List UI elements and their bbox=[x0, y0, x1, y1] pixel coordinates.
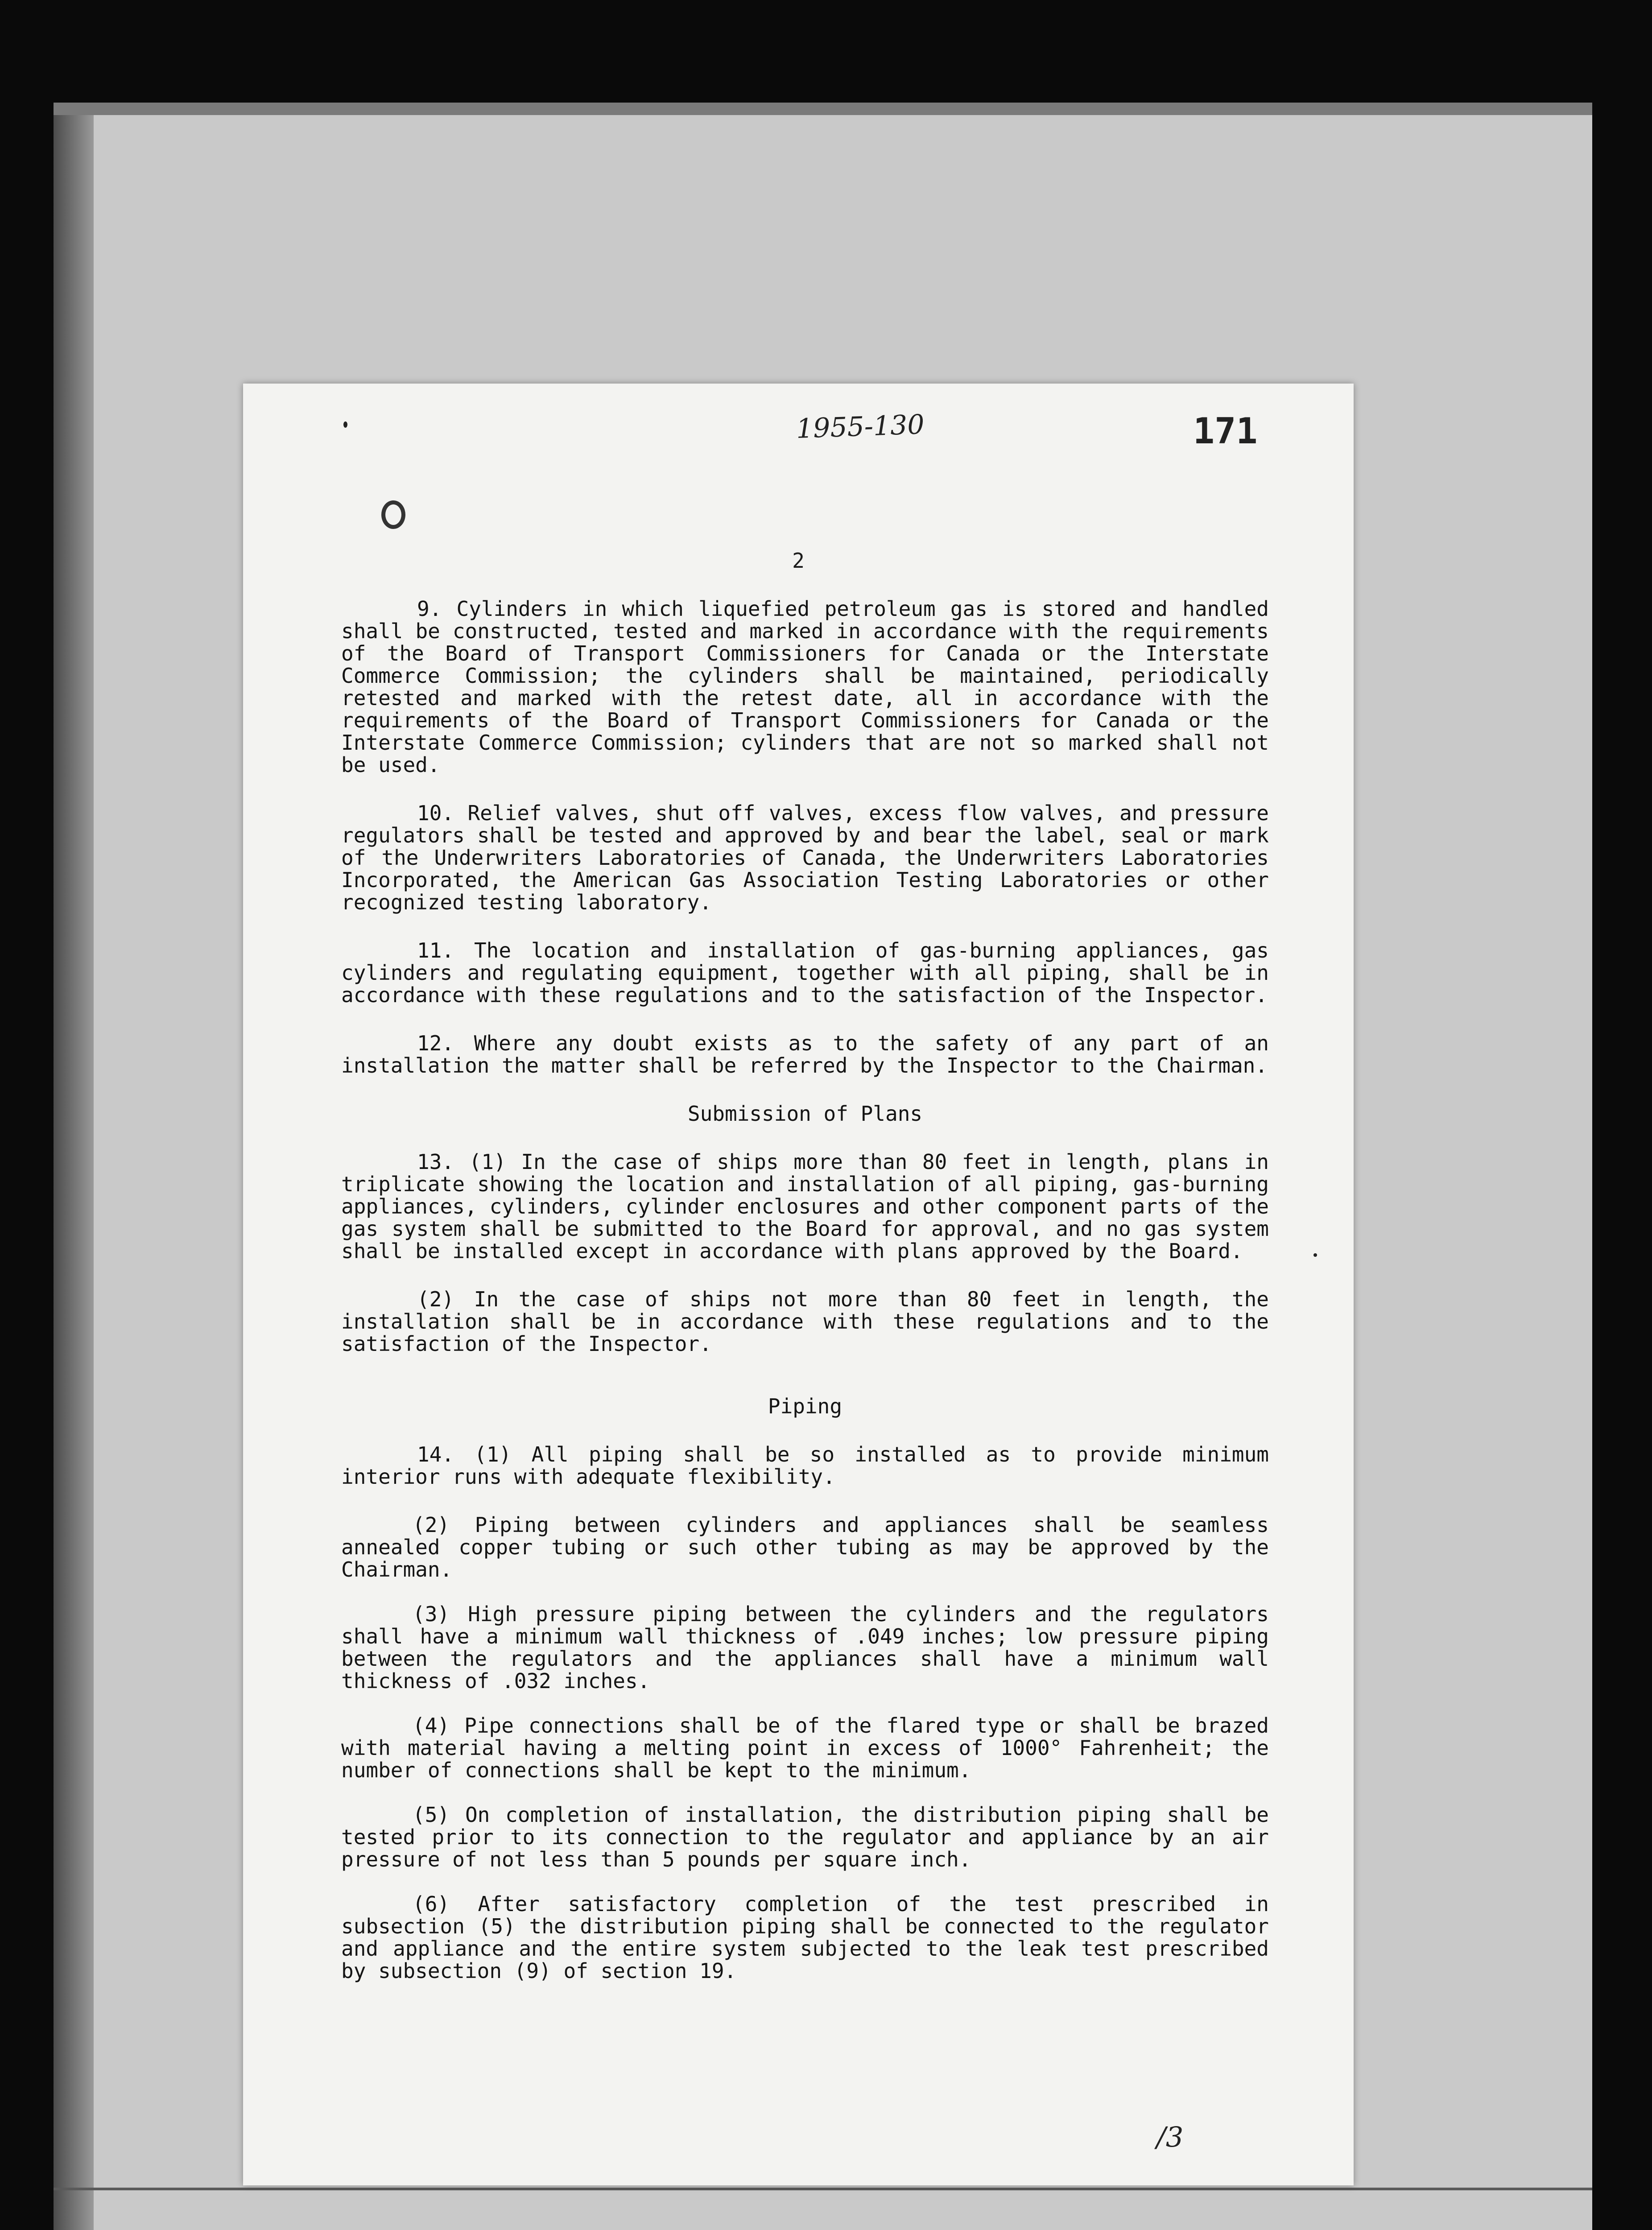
section-14-5: (5) On completion of installation, the distribution piping shall be tested prior to its connection to the regulator and appliance by an air pressure of not less than 5 pounds per square inch. bbox=[341, 1803, 1269, 1871]
scan-left-edge bbox=[54, 103, 94, 2230]
scan-top-band bbox=[54, 103, 1592, 115]
section-14-3: (3) High pressure piping between the cylinders and the regulators shall have a minimum wall thickness of .049 inches; low pressure piping between the regulators and the appliances shall have a minimum wall thickness of .032 inches. bbox=[341, 1602, 1269, 1693]
section-10: 10. Relief valves, shut off valves, excess flow valves, and pressure regulators shall be tested and approved by and bear the label, seal or mark of the Underwriters Laboratories of Canada, the Underwriters Laboratories Incorporated, the American Gas Association Testing Laboratories or other recognized testing laboratory. bbox=[341, 801, 1269, 914]
page-number: 2 bbox=[792, 549, 805, 573]
scan-divider bbox=[54, 2188, 1592, 2190]
section-13-2: (2) In the case of ships not more than 80 feet in length, the installation shall be in accordance with these regulations and to the satisfaction of the Inspector. bbox=[341, 1287, 1269, 1356]
section-14-6: (6) After satisfactory completion of the test prescribed in subsection (5) the distribution piping shall be connected to the regulator and appliance and the entire system subjected to the leak test prescribed by subsection (9) of section 19. bbox=[341, 1892, 1269, 1983]
section-14-1: 14. (1) All piping shall be so installed as to provide minimum interior runs with adequate flexibility. bbox=[341, 1442, 1269, 1489]
section-11: 11. The location and installation of gas-burning appliances, gas cylinders and regulating equipment, together with all piping, shall be in accordance with these regulations and to the satisfaction of the Inspector. bbox=[341, 938, 1269, 1007]
ink-speck bbox=[343, 421, 347, 428]
section-13-1: 13. (1) In the case of ships more than 80 feet in length, plans in triplicate showing the location and installation of all piping, gas-burning appliances, cylinders, cylinder enclosures and other component parts of the gas system shall be submitted to the Board for approval, and no gas system shall be installed except in accordance with plans approved by the Board. bbox=[341, 1150, 1269, 1263]
ink-speck bbox=[1313, 1253, 1317, 1257]
section-12: 12. Where any doubt exists as to the safety of any part of an installation the matter shall be referred by the Inspector to the Chairman. bbox=[341, 1031, 1269, 1078]
heading-submission-of-plans: Submission of Plans bbox=[687, 1102, 923, 1126]
page-stamp: 171 bbox=[1193, 410, 1258, 452]
file-number: 1955-130 bbox=[795, 409, 925, 445]
document-page bbox=[243, 384, 1354, 2185]
next-page-marker: /3 bbox=[1156, 2121, 1184, 2153]
section-9: 9. Cylinders in which liquefied petroleum gas is stored and handled shall be constructed, tested and marked in accordance with the requirements of the Board of Transport Commissioners for Canada or the Interstate Commerce Commission; the cylinders shall be maintained, periodically retested and marked with the retest date, all in accordance with the requirements of the Board of Transport Commissioners for Canada or the Interstate Commerce Commission; cylinders that are not so marked shall not be used. bbox=[341, 597, 1269, 777]
heading-piping: Piping bbox=[768, 1394, 843, 1418]
punch-hole-icon bbox=[381, 500, 405, 529]
section-14-2: (2) Piping between cylinders and appliances shall be seamless annealed copper tubing or such other tubing as may be approved by the Chairman. bbox=[341, 1513, 1269, 1582]
regulation-text bbox=[341, 598, 1269, 2004]
section-14-4: (4) Pipe connections shall be of the flared type or shall be brazed with material having a melting point in excess of 1000° Fahrenheit; the number of connections shall be kept to the minimum. bbox=[341, 1714, 1269, 1782]
